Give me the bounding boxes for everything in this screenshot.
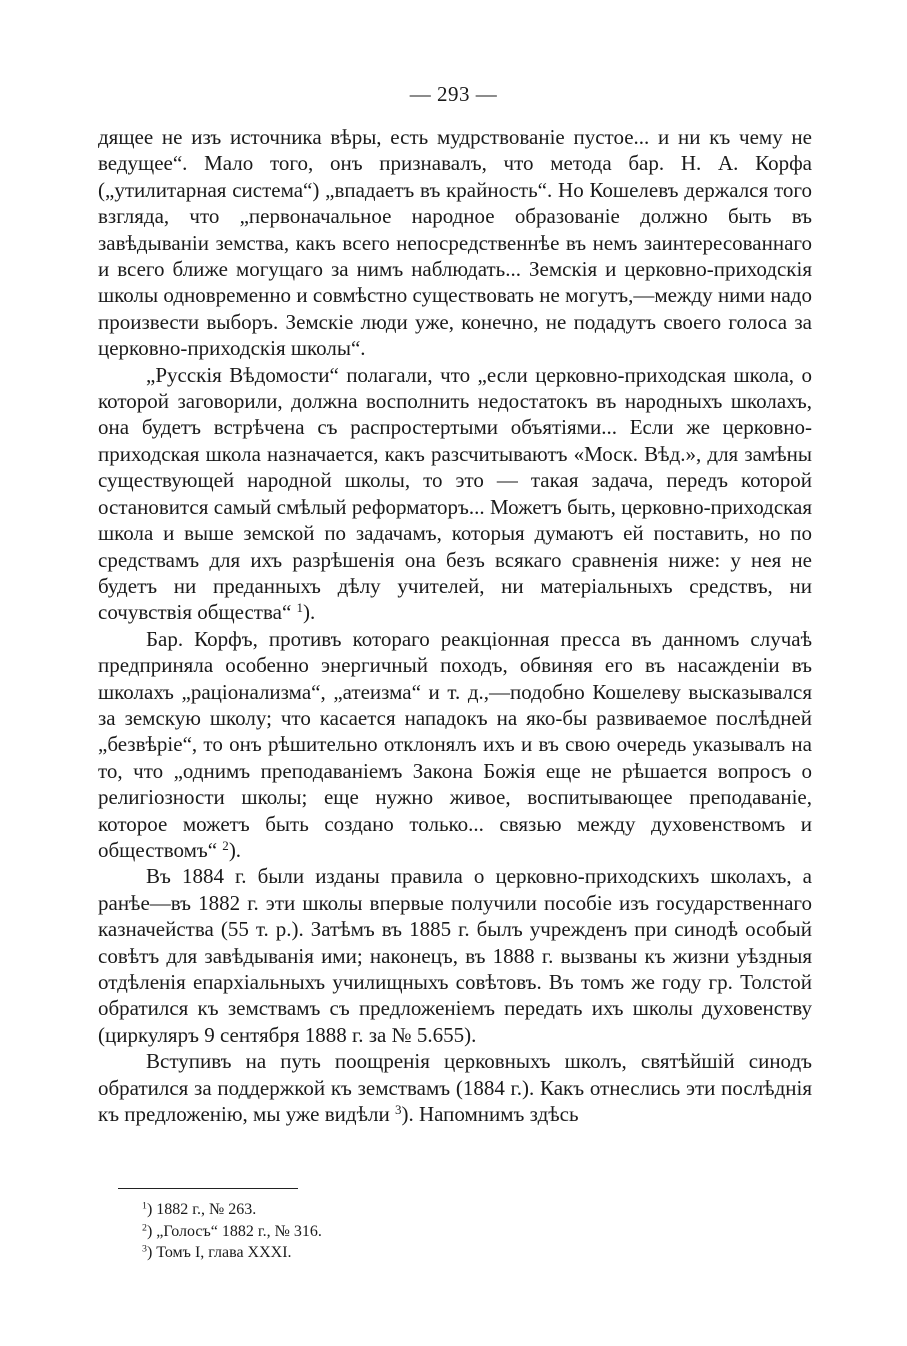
paragraph-text: Вступивъ на путь поощренія церковныхъ школъ, святѣйшій синодъ обратился за поддержкой къ земствамъ (1884 г.). Какъ отнеслись эти послѣднія къ предложенію, мы уже видѣли xyxy=(98,1049,812,1127)
body-text xyxy=(98,124,812,1127)
footnote-text: ) 1882 г., № 263. xyxy=(146,1201,257,1218)
paragraph-text: ). xyxy=(303,600,316,625)
paragraph xyxy=(98,863,812,1048)
footnotes xyxy=(142,1199,742,1264)
footnote-mark: 2 xyxy=(142,1222,147,1234)
paragraph-text: Въ 1884 г. были изданы правила о церковно-приходскихъ школахъ, а ранѣе—въ 1882 г. эти школы впервые получили пособіе изъ государственнаго казначейства (55 т. р.). Затѣмъ въ 1885 г. былъ учрежденъ при синодѣ особый совѣтъ для завѣдыванія ими; наконецъ, въ 1888 г. вызваны къ жизни уѣздныя отдѣленія епархіальныхъ училищныхъ совѣтовъ. Въ томъ же году гр. Толстой обратился къ земствамъ съ предложеніемъ передать ихъ школы духовенству (циркуляръ 9 сентября 1888 г. за № 5.655). xyxy=(98,864,812,1047)
footnote-reference: 1 xyxy=(296,600,304,616)
paragraph xyxy=(98,1048,812,1127)
footnote-divider xyxy=(118,1188,298,1189)
footnote xyxy=(142,1221,742,1243)
footnote xyxy=(142,1199,742,1221)
footnote-text: ) Томъ I, глава XXXI. xyxy=(146,1244,292,1261)
paragraph-text: „Русскія Вѣдомости“ полагали, что „если церковно-приходская школа, о которой заговорили, должна восполнить недостатокъ въ народныхъ школахъ, она будетъ встрѣчена съ распростертыми объятіями... Если же церковно-приходская школа назначается, какъ разсчитываютъ «Моск. Вѣд.», для замѣны существующей народной школы, то это — такая задача, передъ которой остановится самый смѣлый реформаторъ... Можетъ быть, церковно-приходская школа и выше земской по задачамъ, которыя думаютъ ей поставить, но по средствамъ для ихъ разрѣшенія она безъ всякаго сравненія ниже: у нея не будетъ ни преданныхъ дѣлу учителей, ни матеріальныхъ средствъ, ни сочувствія общества“ xyxy=(98,362,812,625)
footnote-text: ) „Голосъ“ 1882 г., № 316. xyxy=(146,1222,322,1240)
footnote xyxy=(142,1242,742,1264)
footnote-mark: 3 xyxy=(142,1243,147,1255)
paragraph-text: ). Напомнимъ здѣсь xyxy=(401,1102,579,1127)
paragraph xyxy=(98,124,812,362)
paragraph xyxy=(98,362,812,626)
paragraph-text: ). xyxy=(228,837,242,862)
paragraph-text: Бар. Корфъ, противъ котораго реакціонная пресса въ данномъ случаѣ предприняла особенно энергичный походъ, обвиняя его въ насажденіи въ школахъ „раціонализма“, „атеизма“ и т. д.,—подобно Кошелеву высказывался за земскую школу; что касается нападокъ на яко-бы развиваемое послѣдней „безвѣріе“, то онъ рѣшительно отклонялъ ихъ и въ свою очередь указывалъ на то, что „однимъ преподаваніемъ Закона Божія еще не рѣшается вопросъ о религіозности школы; еще нужно живое, воспитывающее преподаваніе, которое можетъ быть создано только... связью между духовенствомъ и обществомъ“ xyxy=(98,626,812,862)
footnote-mark: 1 xyxy=(142,1200,147,1212)
footnote-reference: 2 xyxy=(222,837,229,853)
paragraph xyxy=(98,626,812,864)
paragraph-text: дящее не изъ источника вѣры, есть мудрствованіе пустое... и ни къ чему не ведущее“. Мало того, онъ признавалъ, что метода бар. Н. А. Корфа („утилитарная система“) „впадаетъ въ крайность“. Но Кошелевъ держался того взгляда, что „первоначальное народное образованіе должно быть въ завѣдываніи земства, какъ всего непосредственнѣе въ немъ заинтересованнаго и всего ближе могущаго за нимъ наблюдать... Земскія и церковно-приходскія школы одновременно и совмѣстно существовать не могутъ,—между ними надо произвести выборъ. Земскіе люди уже, конечно, не подадутъ своего голоса за церковно-приходскія школы“. xyxy=(98,125,812,361)
footnote-reference: 3 xyxy=(394,1101,402,1117)
page-number: — 293 — xyxy=(409,82,498,106)
